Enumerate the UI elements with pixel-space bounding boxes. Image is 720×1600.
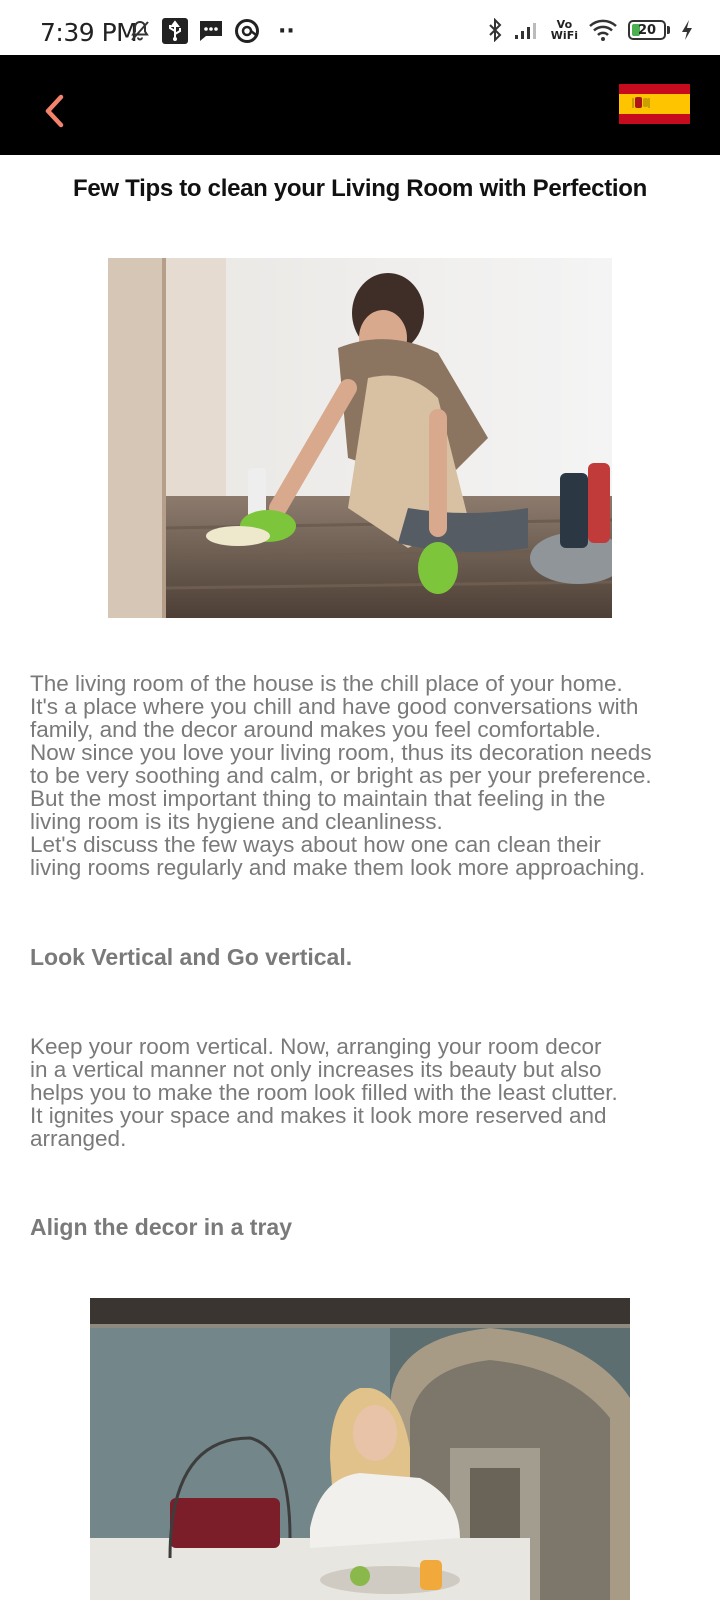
chevron-left-icon xyxy=(38,91,72,131)
battery-level: 20 xyxy=(637,22,657,38)
status-bar xyxy=(0,0,720,55)
language-button[interactable] xyxy=(619,84,690,124)
usb-icon xyxy=(162,18,188,44)
vowifi-indicator: Vo WiFi xyxy=(550,18,578,42)
signal-icon xyxy=(513,19,541,41)
section-heading-vertical: Look Vertical and Go vertical. xyxy=(30,944,353,970)
status-time: 7:39 PM xyxy=(40,18,138,47)
message-icon xyxy=(198,19,224,43)
notification-icons xyxy=(128,18,295,44)
back-button[interactable] xyxy=(38,91,72,131)
intro-paragraph: The living room of the house is the chill place of your home. It's a place where you chill and have good conversations with family, and the decor around makes you feel comfortable. Now since you love your living room, thus its decoration needs to be very soothing and calm, or bright as per your preference. But the most important thing to maintain that feeling in the living room is its hygiene and cleanliness. Let's discuss the few ways about how one can clean their living rooms regularly and make them look more approaching. xyxy=(30,671,652,880)
mute-icon xyxy=(128,19,152,43)
bluetooth-icon xyxy=(487,18,503,42)
wifi-icon xyxy=(588,18,618,42)
vpn-icon xyxy=(234,18,260,44)
system-icons xyxy=(487,18,694,42)
app-bar xyxy=(0,55,720,155)
more-notifications: ·· xyxy=(278,18,295,44)
article-title: Few Tips to clean your Living Room with Perfection xyxy=(73,175,647,202)
decor-tray-image xyxy=(90,1298,630,1600)
battery-indicator xyxy=(628,20,670,40)
spain-flag-icon xyxy=(619,84,690,124)
cleaning-woman-image xyxy=(108,258,612,618)
charging-icon xyxy=(680,19,694,41)
section-heading-tray: Align the decor in a tray xyxy=(30,1214,292,1240)
vertical-paragraph: Keep your room vertical. Now, arranging your room decor in a vertical manner not only increases its beauty but also helps you to make the room look filled with the least clutter. It ignites your space and makes it look more reserved and arranged. xyxy=(30,1034,618,1151)
